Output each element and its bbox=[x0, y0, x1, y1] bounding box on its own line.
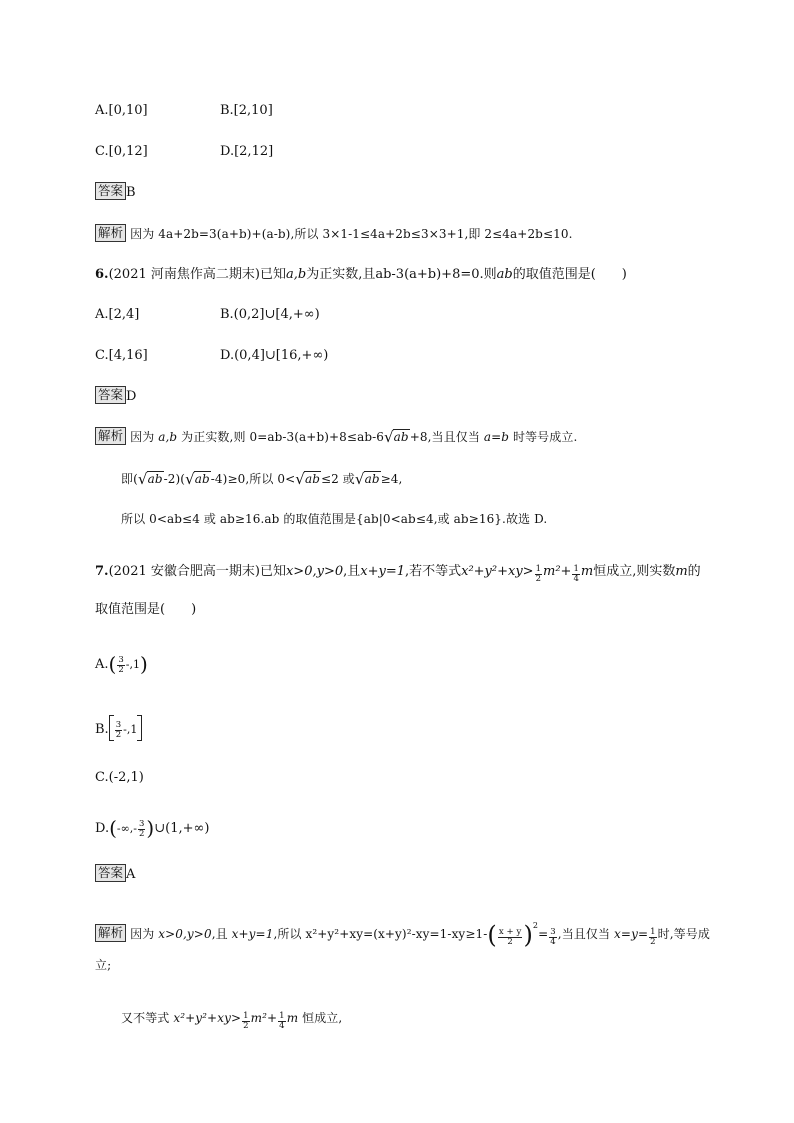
analysis-tag: 解析 bbox=[95, 427, 126, 445]
q7-option-b: B. $\frac{3}{2}$ -,1 bbox=[95, 715, 142, 741]
fraction-x-plus-y-over-2: $\frac{x + y}{2}$ bbox=[498, 927, 522, 947]
analysis-tag: 解析 bbox=[95, 924, 126, 942]
question-source: (2021 河南焦作高二期末) bbox=[108, 267, 260, 282]
analysis-vars: x>0,y>0 bbox=[158, 927, 212, 941]
q7-option-c: C.(-2,1) bbox=[95, 770, 144, 785]
analysis-text: ,当且仅当 bbox=[557, 927, 611, 941]
analysis-text: -4)≥0,所以 0< bbox=[210, 472, 296, 486]
stem-ineq: x²+y²+xy> bbox=[461, 564, 534, 579]
stem-text: .则 bbox=[479, 267, 497, 282]
analysis-vars: x+y=1 bbox=[231, 927, 274, 941]
analysis-text: 恒成立, bbox=[302, 1011, 343, 1025]
fraction-half: $\frac{1}{2}$ bbox=[650, 927, 656, 947]
fraction-quarter: $\frac{1}{4}$ bbox=[573, 564, 579, 584]
analysis-vars: x=y= bbox=[614, 927, 649, 941]
q7-option-d: D.(-∞,- $\frac{3}{2}$ )∪(1,+∞) bbox=[95, 816, 210, 840]
stem-var: m bbox=[675, 564, 688, 579]
stem-text: ,且 bbox=[343, 564, 361, 579]
q6-analysis-line-2 bbox=[121, 469, 402, 489]
q6-analysis-line-3: 所以 0<ab≤4 或 ab≥16.ab 的取值范围是{ab|0<ab≤4,或 ab≥16}.故选 D. bbox=[121, 512, 548, 526]
analysis-text: 又不等式 bbox=[121, 1011, 170, 1025]
stem-ineq: m²+ bbox=[543, 564, 572, 579]
stem-text: 的 bbox=[687, 564, 701, 579]
q6-option-c: C.[4,16] bbox=[95, 348, 148, 363]
q7-stem-line-2: 取值范围是( ) bbox=[95, 602, 197, 617]
answer-value: D bbox=[126, 389, 137, 404]
analysis-text: ≥4, bbox=[380, 472, 403, 486]
analysis-text: 为正实数,则 0=ab-3(a+b)+8≤ab-6 bbox=[181, 430, 384, 444]
q6-option-b: B.(0,2]∪[4,+∞) bbox=[220, 307, 320, 322]
analysis-vars: a=b bbox=[483, 430, 510, 444]
analysis-text: 因为 bbox=[130, 430, 155, 444]
analysis-text: 即( bbox=[121, 472, 138, 486]
q6-answer bbox=[95, 386, 136, 407]
question-number: 7. bbox=[95, 564, 109, 579]
analysis-text: 时等号成立. bbox=[512, 430, 578, 444]
analysis-text: -2)( bbox=[163, 472, 186, 486]
analysis-text: 因为 4a+2b=3(a+b)+(a-b),所以 3×1-1≤4a+2b≤3×3+1,即 2≤4a+2b≤10. bbox=[130, 227, 573, 241]
stem-text: 为正实数,且 bbox=[306, 267, 376, 282]
fraction-three-halves: $\frac{3}{2}$ bbox=[118, 655, 124, 675]
question-source: (2021 安徽合肥高一期末) bbox=[108, 564, 260, 579]
answer-tag: 答案 bbox=[95, 386, 126, 404]
analysis-text: ,所以 x²+y²+xy=(x+y)²-xy=1-xy≥1- bbox=[273, 927, 488, 941]
sqrt-ab: √ab bbox=[137, 470, 163, 488]
stem-text: 的取值范围是( ) bbox=[512, 267, 627, 282]
fraction-half: $\frac{1}{2}$ bbox=[243, 1011, 249, 1031]
stem-ineq: m bbox=[580, 564, 594, 579]
q7-stem-line-1 bbox=[95, 562, 701, 584]
fraction-three-halves: $\frac{3}{2}$ bbox=[115, 720, 122, 740]
stem-text: 恒成立,则实数 bbox=[593, 564, 676, 579]
stem-vars: a,b bbox=[285, 267, 307, 282]
analysis-vars: m²+ bbox=[250, 1011, 278, 1025]
q7-analysis-line-2 bbox=[121, 1008, 342, 1031]
analysis-vars: m bbox=[286, 1011, 299, 1025]
stem-text: ,若不等式 bbox=[404, 564, 462, 579]
sqrt-ab: √ab bbox=[295, 470, 320, 488]
analysis-text: 因为 bbox=[130, 927, 155, 941]
answer-value: A bbox=[126, 867, 136, 882]
q5-analysis bbox=[95, 224, 573, 244]
q7-analysis-line-1-cont: 立; bbox=[95, 958, 112, 972]
stem-ab: ab bbox=[496, 267, 513, 282]
sqrt-ab: √ab bbox=[354, 470, 380, 488]
q5-answer bbox=[95, 182, 136, 203]
q7-answer bbox=[95, 864, 135, 885]
question-number: 6. bbox=[95, 267, 109, 282]
stem-text: 已知 bbox=[259, 564, 286, 579]
analysis-text: +8,当且仅当 bbox=[409, 430, 480, 444]
q5-option-a: A.[0,10] bbox=[95, 103, 148, 118]
q5-option-c: C.[0,12] bbox=[95, 144, 148, 159]
analysis-vars: x²+y²+xy> bbox=[173, 1011, 242, 1025]
q5-option-b: B.[2,10] bbox=[220, 103, 273, 118]
stem-cond: x>0,y>0 bbox=[285, 564, 344, 579]
q6-option-d: D.(0,4]∪[16,+∞) bbox=[220, 348, 329, 363]
q5-option-d: D.[2,12] bbox=[220, 144, 274, 159]
fraction-three-quarters: $\frac{3}{4}$ bbox=[550, 927, 556, 947]
sqrt-ab: √ab bbox=[185, 470, 210, 488]
analysis-vars: a,b bbox=[158, 430, 178, 444]
q6-stem bbox=[95, 265, 627, 285]
analysis-text: ≤2 或 bbox=[320, 472, 355, 486]
q6-option-a: A.[2,4] bbox=[95, 307, 140, 322]
answer-tag: 答案 bbox=[95, 182, 126, 200]
answer-tag: 答案 bbox=[95, 864, 126, 882]
analysis-tag: 解析 bbox=[95, 224, 126, 242]
stem-text: 已知 bbox=[259, 267, 286, 282]
stem-equation: ab-3(a+b)+8=0 bbox=[375, 267, 480, 282]
q7-analysis-line-1: 解析 因为 x>0,y>0,且 x+y=1,所以 x²+y²+xy=(x+y)²-xy=1-xy≥1-( $\frac{x + y}{2}$ )$^2$= $\frac{3}{4}$ ,当且仅当 x=y= $\frac{1}{2}$ 时,等号成 bbox=[95, 916, 710, 947]
q6-analysis-line-1 bbox=[95, 427, 577, 447]
fraction-three-halves: $\frac{3}{2}$ bbox=[139, 819, 145, 839]
fraction-quarter: $\frac{1}{4}$ bbox=[279, 1011, 285, 1031]
analysis-text: ,且 bbox=[211, 927, 228, 941]
analysis-text: = bbox=[538, 927, 549, 941]
fraction-half: $\frac{1}{2}$ bbox=[535, 564, 541, 584]
analysis-text: 时,等号成 bbox=[657, 927, 710, 941]
stem-sum: x+y=1 bbox=[360, 564, 405, 579]
answer-value: B bbox=[126, 185, 136, 200]
sqrt-ab: √ab bbox=[384, 428, 409, 446]
q7-option-a: A.( $\frac{3}{2}$ -,1) bbox=[95, 652, 148, 676]
